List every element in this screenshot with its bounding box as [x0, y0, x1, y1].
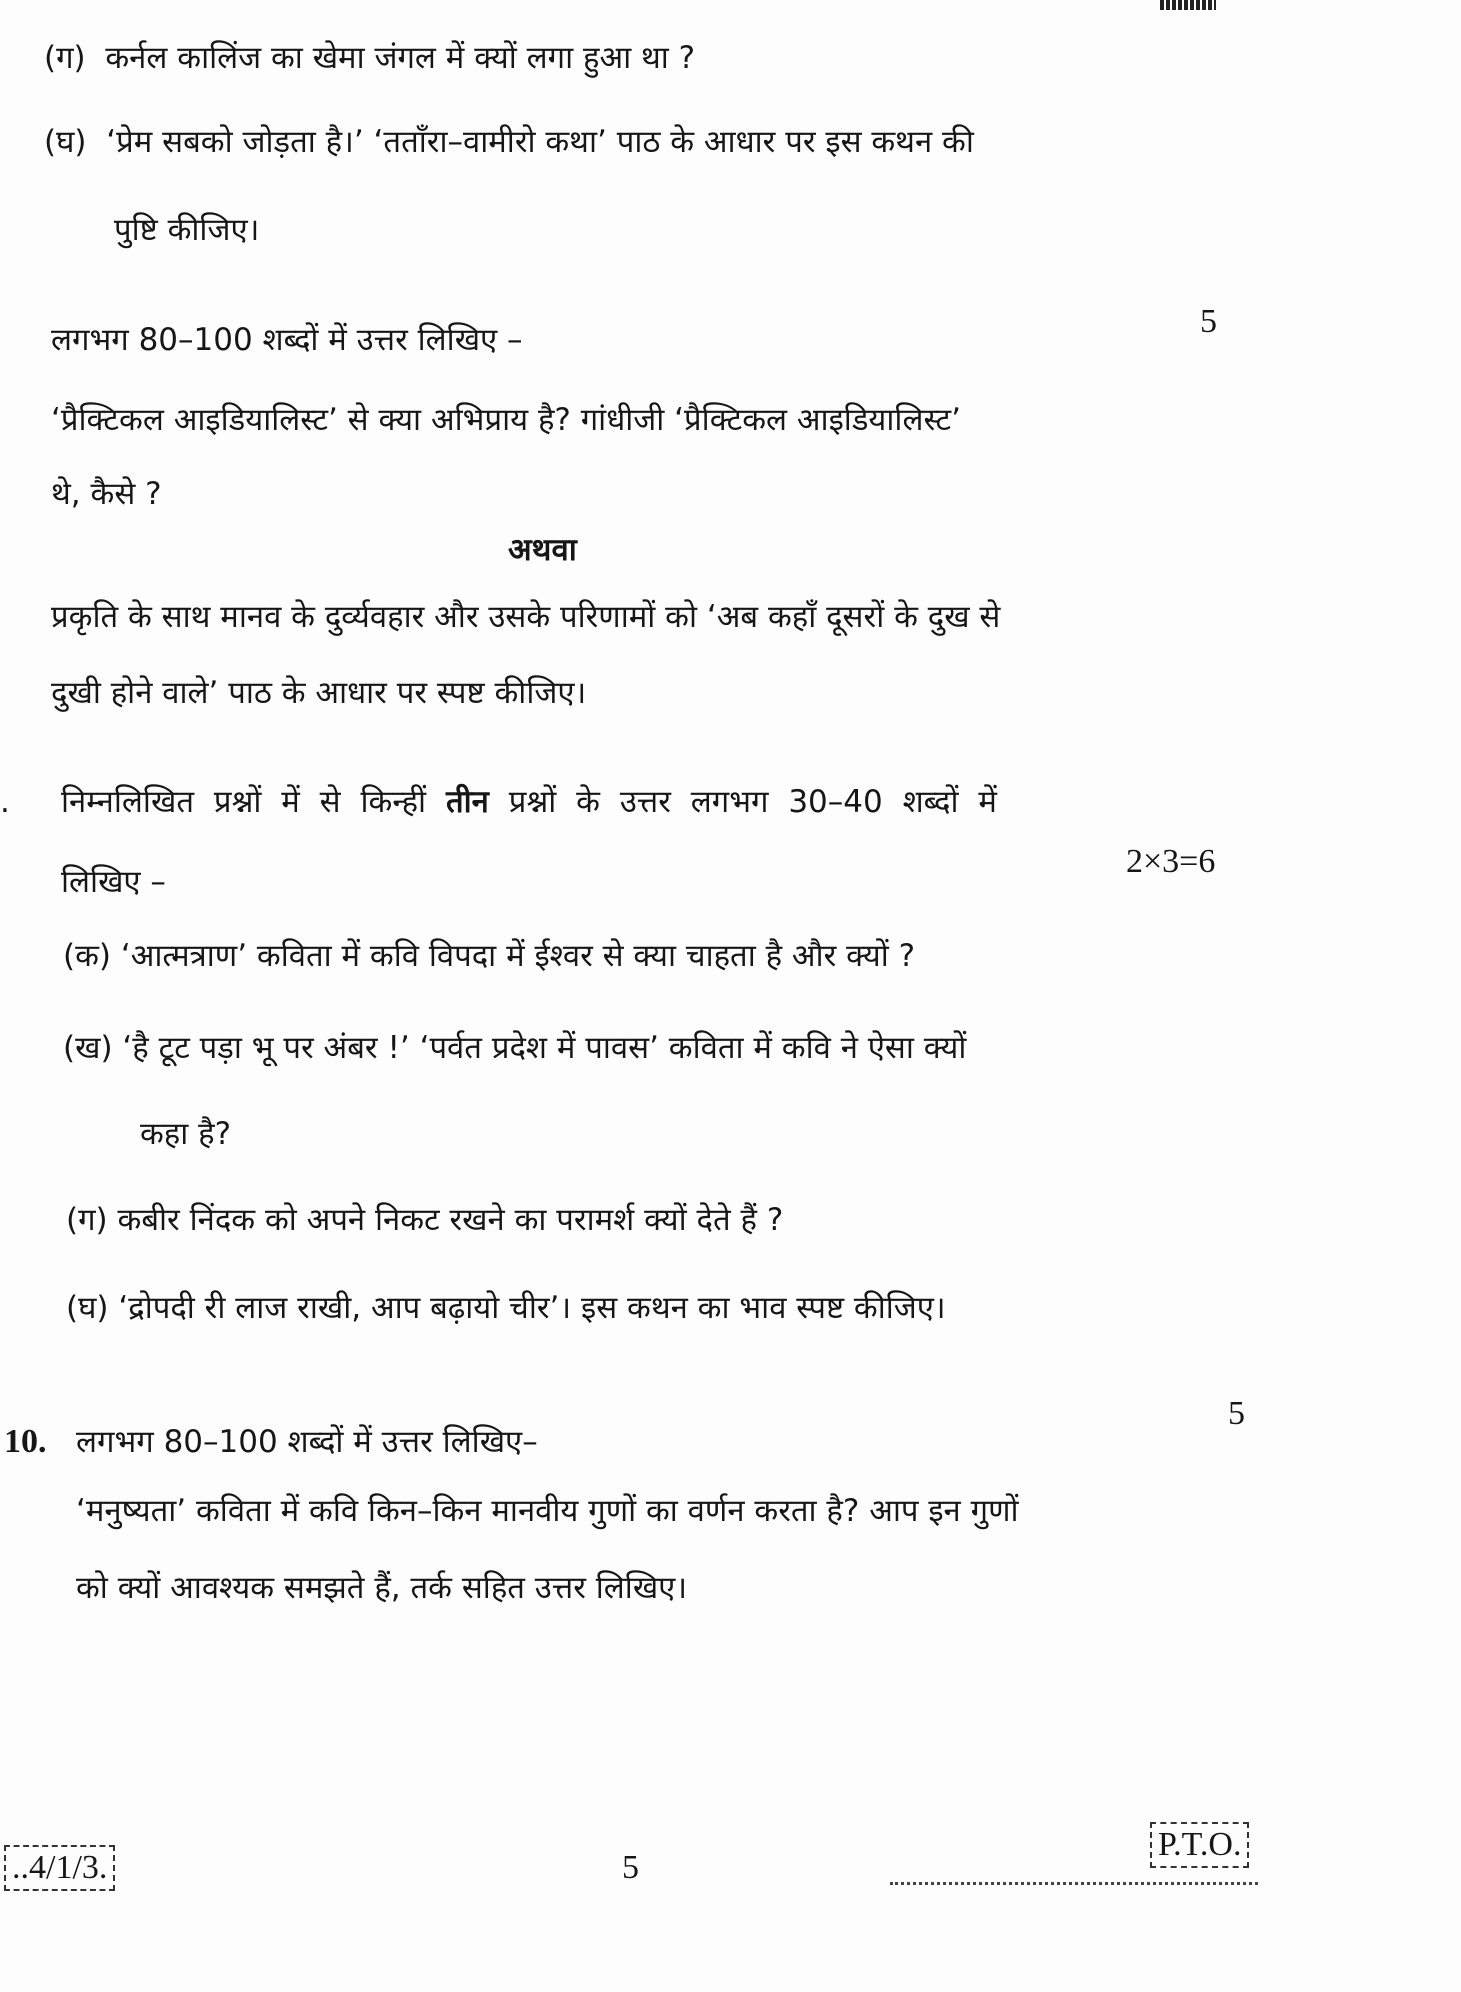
q9-part — [66, 1200, 783, 1240]
instruction-text: निम्नलिखित प्रश्नों में से किन्हीं — [61, 784, 427, 820]
q9-instruction — [61, 782, 997, 822]
part-label: (ग) — [66, 1202, 108, 1238]
long-question-line: ‘प्रैक्टिकल आइडियालिस्ट’ से क्या अभिप्राय है? गांधीजी ‘प्रैक्टिकल आइडियालिस्ट’ — [51, 402, 962, 438]
marks: 2×3=6 — [1126, 843, 1216, 880]
question-text: कर्नल कालिंज का खेमा जंगल में क्यों लगा हुआ था ? — [105, 40, 696, 76]
part-label: (घ) — [44, 124, 87, 160]
q8-part-gha — [44, 122, 974, 162]
q9-part — [66, 1288, 946, 1328]
alt-question-line: दुखी होने वाले’ पाठ के आधार पर स्पष्ट कीजिए। — [51, 675, 587, 711]
q9-number: . — [0, 784, 10, 820]
part-label: (घ) — [66, 1290, 109, 1326]
instruction-bold: तीन — [445, 784, 489, 820]
or-heading: अथवा — [508, 532, 577, 568]
marks: 5 — [1200, 303, 1217, 340]
page-number: 5 — [622, 1849, 639, 1886]
instruction-text: प्रश्नों के उत्तर लगभग 30–40 शब्दों में — [508, 784, 997, 820]
q9-part — [63, 936, 915, 976]
question-text: कबीर निंदक को अपने निकट रखने का परामर्श क्यों देते हैं ? — [117, 1202, 784, 1238]
long-question-line: थे, कैसे ? — [51, 476, 162, 512]
q8-part-ga — [44, 38, 695, 78]
question-text: ‘द्रोपदी री लाज राखी, आप बढ़ायो चीर’। इस कथन का भाव स्पष्ट कीजिए। — [118, 1290, 946, 1326]
q8-part-gha-cont: पुष्टि कीजिए। — [114, 212, 260, 248]
qr-code-fragment — [1160, 0, 1216, 10]
pto-label: P.T.O. — [1150, 1822, 1249, 1868]
q10-instruction: लगभग 80–100 शब्दों में उत्तर लिखिए– — [76, 1424, 538, 1460]
q9-part — [63, 1028, 966, 1068]
q10-number: 10. — [4, 1423, 47, 1460]
part-label: (ख) — [63, 1030, 113, 1066]
q9-instruction-cont: लिखिए – — [61, 864, 166, 900]
footer-rule — [890, 1882, 1258, 1885]
question-text: ‘है टूट पड़ा भू पर अंबर !’ ‘पर्वत प्रदेश में पावस’ कविता में कवि ने ऐसा क्यों — [122, 1030, 967, 1066]
part-label: (ग) — [44, 40, 86, 76]
question-text: ‘आत्मत्राण’ कविता में कवि विपदा में ईश्वर से क्या चाहता है और क्यों ? — [120, 938, 916, 974]
long-instruction: लगभग 80–100 शब्दों में उत्तर लिखिए – — [51, 322, 523, 358]
alt-question-line: प्रकृति के साथ मानव के दुर्व्यवहार और उसके परिणामों को ‘अब कहाँ दूसरों के दुख से — [51, 599, 1001, 635]
paper-code: ..4/1/3. — [4, 1845, 115, 1891]
q10-question-line: को क्यों आवश्यक समझते हैं, तर्क सहित उत्तर लिखिए। — [76, 1570, 688, 1606]
question-text: ‘प्रेम सबको जोड़ता है।’ ‘तताँरा–वामीरो कथा’ पाठ के आधार पर इस कथन की — [106, 124, 974, 160]
q10-question-line: ‘मनुष्यता’ कविता में कवि किन–किन मानवीय गुणों का वर्णन करता है? आप इन गुणों — [76, 1493, 1019, 1529]
part-label: (क) — [63, 938, 111, 974]
q9-part-cont: कहा है? — [140, 1116, 232, 1152]
marks: 5 — [1228, 1395, 1245, 1432]
